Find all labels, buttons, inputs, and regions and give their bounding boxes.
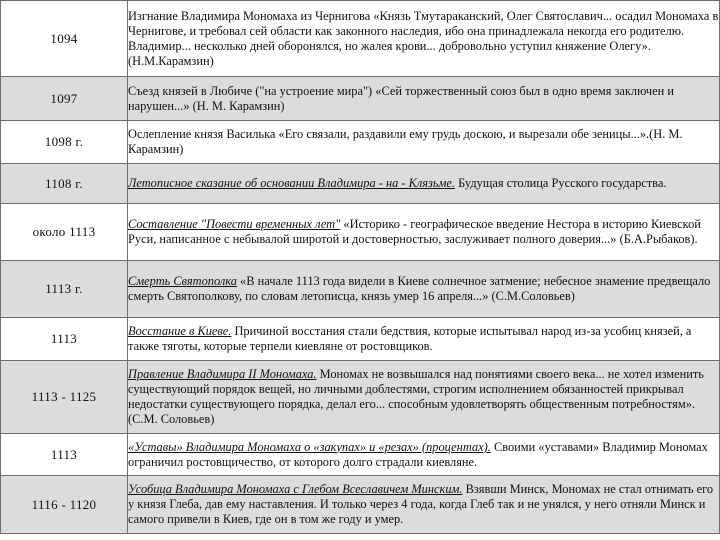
row-description bbox=[128, 318, 720, 361]
row-heading: Летописное сказание об основании Владимира - на - Клязьме. bbox=[128, 176, 456, 190]
row-heading: Правление Владимира II Мономаха. bbox=[128, 367, 317, 381]
row-date: 1113 - 1125 bbox=[1, 361, 128, 434]
row-text: Взявши Минск, Мономах не стал отнимать его у князя Глеба, дав ему наставления. И только через 4 года, когда Глеб так и не унялся, у него отняли Минск и самого привели в Киев, где он в том же году и умер. bbox=[128, 482, 714, 526]
row-text: Съезд князей в Любиче ("на устроение мира") «Сей торжественный союз был в одно время заключен и нарушен...» (Н. М. Карамзин) bbox=[128, 83, 674, 113]
row-text: Ослепление князя Василька «Его связали, раздавили ему грудь доскою, и вырезали обе зеницы...».(Н. М. Карамзин) bbox=[128, 127, 683, 156]
row-date: 1116 - 1120 bbox=[1, 476, 128, 534]
row-text: Мономах не возвышался над понятиями своего века... не хотел изменить существующий порядок вещей, но личными доблестями, строгим исполнением обязанностей прикрывал недостатки существующего порядка, делал его... способным удовлетворять общественным потребностям». (С.М. Соловьев) bbox=[128, 367, 704, 426]
row-date: 1108 г. bbox=[1, 164, 128, 204]
row-description bbox=[128, 1, 720, 77]
row-heading: Смерть Святополка bbox=[128, 274, 237, 288]
table-row bbox=[1, 204, 720, 261]
row-date: 1113 bbox=[1, 434, 128, 476]
table-row bbox=[1, 121, 720, 164]
row-date: 1098 г. bbox=[1, 121, 128, 164]
table-row bbox=[1, 77, 720, 121]
row-text: Изгнание Владимира Мономаха из Чернигова «Князь Тмутараканский, Олег Святославич... осадил Мономаха в Чернигове, и требовал сей области как законного наследия, ибо она принадлежала некогда его родителю. Владимир... несколько дней оборонялся, но жалея крови... добровольно уступил княжение Олегу». (Н.М.Карамзин) bbox=[128, 8, 719, 68]
row-description bbox=[128, 261, 720, 318]
row-heading: Составление "Повести временных лет" bbox=[128, 217, 341, 231]
table-row bbox=[1, 476, 720, 534]
row-date: 1094 bbox=[1, 1, 128, 77]
row-text: «Историко - географическое введение Нестора в историю Киевской Руси, написанное с небывалой широтой и достоверностью, заслуживает полного доверия...» (Б.А.Рыбаков). bbox=[128, 217, 701, 246]
row-description bbox=[128, 361, 720, 434]
row-date: 1097 bbox=[1, 77, 128, 121]
row-text: Будущая столица Русского государства. bbox=[455, 176, 667, 190]
row-date: 1113 г. bbox=[1, 261, 128, 318]
row-description bbox=[128, 77, 720, 121]
row-text: Причиной восстания стали бедствия, которые испытывал народ из-за усобиц князей, а также тяготы, которые терпели киевляне от ростовщиков. bbox=[128, 324, 692, 353]
row-date: около 1113 bbox=[1, 204, 128, 261]
row-heading: Усобица Владимира Мономаха с Глебом Всеславичем Минским. bbox=[128, 482, 463, 496]
table-row bbox=[1, 434, 720, 476]
table-row bbox=[1, 318, 720, 361]
row-text: «В начале 1113 года видели в Киеве солнечное затмение; небесное знамение предвещало смерть Святополкову, по словам летописца, князь умер 16 апреля...» (С.М.Соловьев) bbox=[128, 274, 711, 303]
row-description bbox=[128, 204, 720, 261]
row-description bbox=[128, 434, 720, 476]
table-row bbox=[1, 164, 720, 204]
row-text: Своими «уставами» Владимир Мономах ограничил ростовщичество, от которого долго страдали киевляне. bbox=[128, 439, 708, 469]
row-date: 1113 bbox=[1, 318, 128, 361]
table-row bbox=[1, 261, 720, 318]
table-row bbox=[1, 361, 720, 434]
table-row bbox=[1, 1, 720, 77]
row-heading: Восстание в Киеве. bbox=[128, 324, 232, 338]
row-heading: «Уставы» Владимира Мономаха о «закупах» и «резах» (процентах). bbox=[128, 439, 491, 454]
row-description bbox=[128, 476, 720, 534]
row-description bbox=[128, 164, 720, 204]
row-description bbox=[128, 121, 720, 164]
